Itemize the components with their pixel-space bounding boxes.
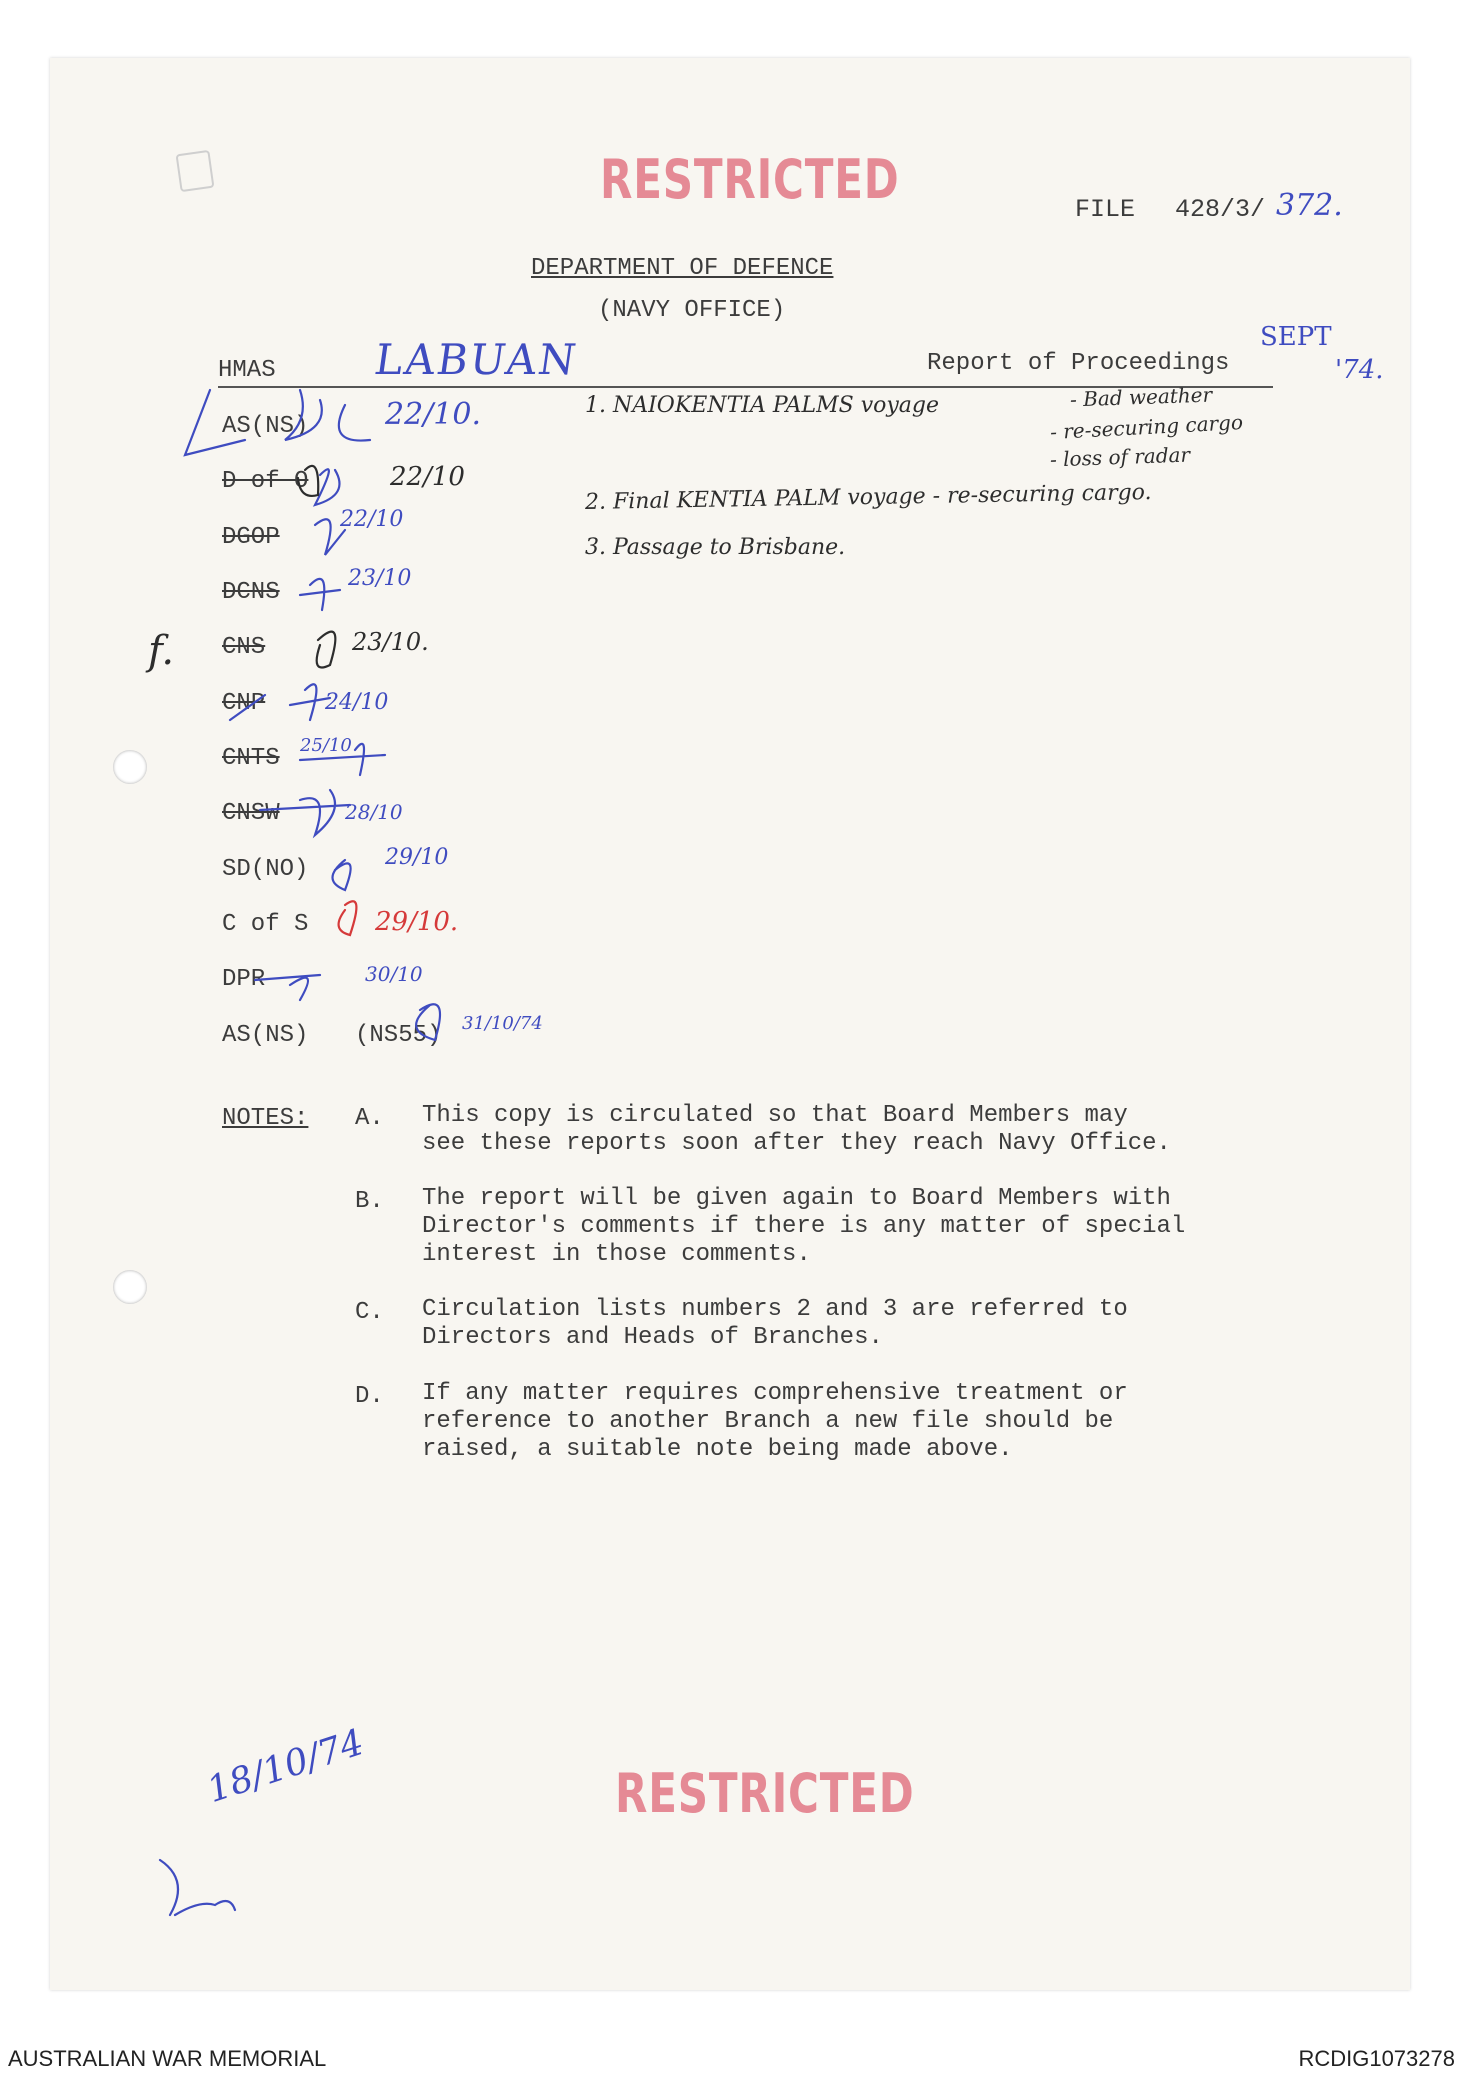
circ-annotation-as-ns: 22/10. (385, 397, 481, 432)
report-month: SEPT (1260, 322, 1332, 352)
notes-label: NOTES: (222, 1105, 309, 1132)
circ-annotation-cnts: 25/10 (300, 735, 352, 756)
file-number: 428/3/ (1175, 195, 1266, 224)
circ-code-sd-no: SD(NO) (222, 856, 309, 883)
circ-code-d-of-o: D of O (222, 468, 309, 495)
note-b-letter: B. (355, 1188, 384, 1215)
circ-annotation-as-ns-final: 31/10/74 (462, 1013, 543, 1034)
ship-name: LABUAN (371, 335, 581, 384)
circ-code-dcns: DCNS (222, 579, 280, 606)
circ-annotation-dpr: 30/10 (365, 962, 423, 986)
circ-code-dpr: DPR (222, 966, 266, 993)
bottom-date-annotation: 18/10/74 (202, 1722, 369, 1811)
report-year: '74. (1335, 355, 1384, 385)
summary-item-2: 2. Final KENTIA PALM voyage - re-securing cargo. (584, 480, 1152, 515)
note-d-letter: D. (355, 1383, 384, 1410)
footer-source: AUSTRALIAN WAR MEMORIAL (8, 2046, 327, 2071)
note-b-text: The report will be given again to Board Members with Director's comments if there is any matter of special interest in those comments. (422, 1185, 1186, 1268)
note-d-text: If any matter requires comprehensive treatment or reference to another Branch a new file should be raised, a suitable note being made above. (422, 1380, 1128, 1463)
summary-item-1: 1. NAIOKENTIA PALMS voyage (585, 393, 940, 418)
department-heading: DEPARTMENT OF DEFENCE (531, 255, 834, 282)
office-heading: (NAVY OFFICE) (598, 297, 786, 324)
circ-code-dgop: DGOP (222, 524, 280, 551)
circ-code-as-ns-final: AS(NS) (222, 1022, 309, 1049)
circ-annotation-dcns: 23/10 (348, 566, 412, 591)
circ-f-mark: f. (148, 628, 175, 674)
note-c-letter: C. (355, 1299, 384, 1326)
circ-annotation-cns: 23/10. (352, 628, 429, 656)
hmas-label: HMAS (218, 357, 276, 384)
circ-code-cnsw: CNSW (222, 800, 280, 827)
circ-code-as-ns: AS(NS) (222, 413, 309, 440)
summary-item-3: 3. Passage to Brisbane. (585, 535, 846, 560)
circ-code-cnp: CNP (222, 690, 266, 717)
circ-code-c-of-s: C of S (222, 911, 309, 938)
restricted-stamp-bottom: RESTRICTED (615, 1762, 915, 1825)
note-a-text: This copy is circulated so that Board Members may see these reports soon after they reach Navy Office. (422, 1102, 1171, 1157)
footer-id: RCDIG1073278 (1298, 2046, 1455, 2071)
file-number-handwritten: 372. (1276, 188, 1343, 223)
circ-nsd: (NS55) (355, 1022, 442, 1049)
summary-item-1-note-1: - Bad weather (1069, 382, 1213, 412)
circ-annotation-c-of-s: 29/10. (375, 907, 459, 937)
note-a-letter: A. (355, 1105, 384, 1132)
circ-annotation-dgop: 22/10 (340, 507, 404, 532)
circ-annotation-sd-no: 29/10 (385, 845, 449, 870)
circ-code-cns: CNS (222, 634, 266, 661)
restricted-stamp-top: RESTRICTED (600, 148, 900, 211)
circ-annotation-d-of-o: 22/10 (390, 462, 465, 492)
circ-annotation-cnsw: 28/10 (345, 800, 403, 824)
summary-item-1-note-3: - loss of radar (1049, 442, 1191, 472)
report-title: Report of Proceedings (927, 350, 1230, 377)
circ-code-cnts: CNTS (222, 745, 280, 772)
file-label: FILE (1075, 195, 1136, 224)
summary-item-1-note-2: - re-securing cargo (1049, 409, 1244, 445)
circ-annotation-cnp: 24/10 (325, 690, 389, 715)
note-c-text: Circulation lists numbers 2 and 3 are referred to Directors and Heads of Branches. (422, 1296, 1128, 1351)
